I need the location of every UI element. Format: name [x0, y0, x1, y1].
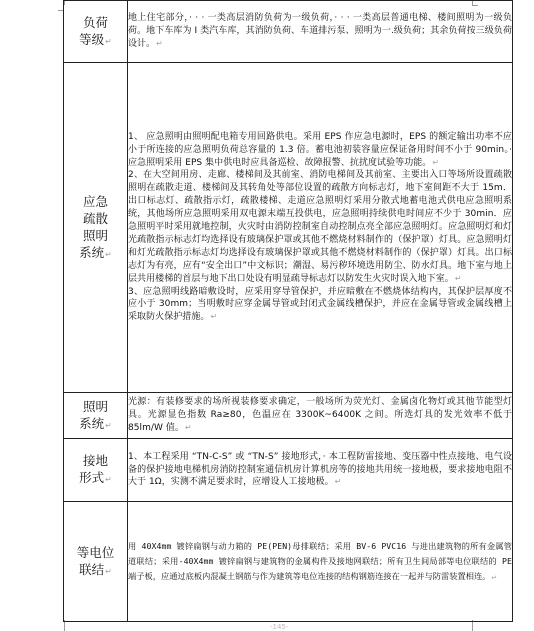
row-label-line: 应急: [82, 193, 108, 209]
row-label-line: 接地: [82, 453, 108, 468]
page-number: -145-: [270, 623, 289, 631]
content-paragraph: 1、 应急照明由照明配电箱专用回路供电。采用 EPS 作应急电源时，EPS 的额定输出功率不应小于所连接的应急照明负荷总容量的 1.3 倍。蓄电池初装容量应保证备用时间不小于 90min。· 应急照明采用 EPS 集中供电时应具备巡检、故障报警、抗扰度试验等功能。↵: [128, 131, 512, 168]
content-paragraph: 地上住宅部分，· · · 一类高层消防负荷为一级负荷，· · · 一类高层普通电梯、楼间照明为一级负荷。地下车库为 I 类汽车库，其消防负荷、车道排污泵、照明为一.级负荷；其余负荷按三级负荷设计。↵: [128, 13, 512, 49]
table-row-lighting-system: [64, 393, 513, 439]
content-paragraph: 光源：有装修要求的场所视装修要求确定，一般场所为荧光灯、金属卤化物灯或其他节能型灯具。光源显色指数 Ra≥80，色温应在 3300K~6400K 之间。所选灯具的发光效率不低于 85lm/W 值。↵: [128, 397, 512, 433]
row-label-cell: [64, 63, 128, 393]
row-label-line: 疏散: [82, 210, 108, 226]
row-label-line: 等电位: [76, 544, 115, 560]
row-label-cell: [64, 393, 128, 439]
electrical-spec-table: [63, 0, 513, 622]
content-paragraph: 用 40X4mm 镀锌扁钢与动力箱的 PE(PEN)母排联结；采用 BV-6 PVC16 与进出建筑物的所有金属管道联结；采用-40X4mm 镀锌扁钢与建筑物的金属构件及接地网联结；所有卫生间局部等电位联结的 PE 端子板，应通过底板内混凝土钢筋与作为建筑等电位连接的结构钢筋连接在一起并与防雷装置相连。↵: [128, 541, 512, 581]
row-label-line: 照明: [82, 398, 108, 414]
content-paragraph: 1、本工程采用 “TN-C-S” 或 “TN-S” 接地形式，· 本工程防雷接地、变压器中性点接地、电气设备的保护接地电梯机房消防控制室通信机房计算机房等的接地共用统一接地极，要求接地电阻不大于 1Ω，实测不满足要求时，应增设人工接地极。↵: [128, 451, 512, 488]
row-label-line: 系统↵: [79, 244, 112, 260]
content-paragraph: 2、在大空间用房、走廊、楼梯间及其前室、消防电梯间及其前室、主要出入口等场所设置疏散照明在疏散走道、楼梯间及其转角处等部位设置的疏散方向标志灯，地下室间距不大于 15m．出口标志灯、疏散指示灯，疏散楼梯、走道应急照明灯采用分散式地蓄电池式供电应急照明系统，其他场所应急照明采用双电源末端互投供电，应急照明持续供电时间应不少于 30min．应急照明平时采用就地控制，火灾时由消防控制室自动控制点亮全部应急照明灯。应急照明灯和灯光疏散指示标志灯均选择设有玻璃保护罩或其他不燃烧材料制作的（保护罩）灯具。应急照明灯和灯光疏散指示标志灯均选择设有玻璃保护罩或其他不燃烧材料制作的（保护罩）灯具。出口标志灯为有亮，应有“安全出口”中文标识；潮湿、易污秽环境选用防尘、防水灯具。地下室与地上层共用楼梯的首层与地下出口处设有明显疏导标志灯以防发生火灾时误入地下室。↵: [128, 170, 512, 284]
row-content-cell: [128, 393, 513, 439]
row-content-cell: [128, 439, 513, 502]
row-label-cell: [64, 439, 128, 502]
row-label-line: 负荷: [82, 14, 108, 30]
row-label-line: 系统↵: [79, 415, 112, 431]
row-content-cell: [128, 1, 513, 63]
row-label-line: 照明: [82, 227, 108, 243]
row-content-cell: [128, 63, 513, 393]
content-paragraph: 3、应急照明线路暗敷设时，应采用穿导管保护，并应暗敷在不燃烧体结构内，其保护层厚度不应小于 30mm；当明敷时应穿金属导管或封闭式金属线槽保护，并应在金属导管或金属线槽上采取防火保护措施。↵: [128, 286, 512, 323]
row-label-line: 联结↵: [79, 561, 112, 577]
row-label-line: 形式↵: [79, 470, 112, 485]
table-row-equipotential-bonding: [64, 502, 513, 622]
row-label-line: 等级↵: [79, 31, 112, 47]
table-row-grounding: [64, 439, 513, 502]
row-label-cell: [64, 1, 128, 63]
table-row-emergency-lighting: [64, 63, 513, 393]
row-content-cell: [128, 502, 513, 622]
table-row-load-level: [64, 1, 513, 63]
row-label-cell: [64, 502, 128, 622]
